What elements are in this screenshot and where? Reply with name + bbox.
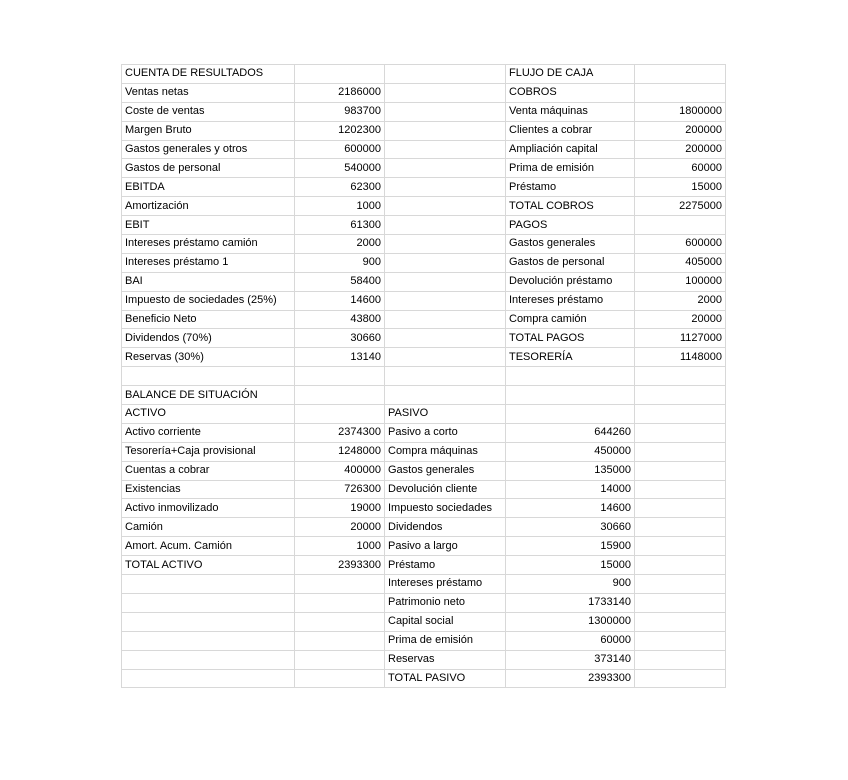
cell-col-a[interactable]: Camión	[122, 518, 295, 537]
sheet-row	[122, 121, 726, 140]
cell-col-a[interactable]: TOTAL ACTIVO	[122, 556, 295, 575]
cell-col-b[interactable]: 1000	[295, 197, 385, 216]
cell-col-b[interactable]	[295, 405, 385, 424]
cell-col-a[interactable]	[122, 593, 295, 612]
cell-col-e[interactable]: 1127000	[635, 329, 726, 348]
cell-col-e[interactable]: 15000	[635, 178, 726, 197]
cell-col-e[interactable]: 200000	[635, 140, 726, 159]
sheet-row	[122, 159, 726, 178]
cell-col-a[interactable]: Gastos generales y otros	[122, 140, 295, 159]
cell-col-d[interactable]: Prima de emisión	[506, 159, 635, 178]
cell-col-e[interactable]	[635, 480, 726, 499]
cell-col-c[interactable]: Prima de emisión	[385, 631, 506, 650]
cell-col-e[interactable]	[635, 65, 726, 84]
sheet-row	[122, 253, 726, 272]
cell-col-c[interactable]	[385, 291, 506, 310]
cell-col-d[interactable]: 2393300	[506, 669, 635, 688]
cell-col-e[interactable]	[635, 537, 726, 556]
cell-col-e[interactable]: 600000	[635, 235, 726, 254]
cell-col-e[interactable]	[635, 575, 726, 594]
sheet-row	[122, 386, 726, 405]
cell-col-d[interactable]: Gastos de personal	[506, 253, 635, 272]
cell-col-c[interactable]: Dividendos	[385, 518, 506, 537]
sheet-row	[122, 423, 726, 442]
cell-col-b[interactable]: 983700	[295, 102, 385, 121]
cell-col-b[interactable]	[295, 575, 385, 594]
cell-col-a[interactable]: CUENTA DE RESULTADOS	[122, 65, 295, 84]
cell-col-c[interactable]	[385, 367, 506, 386]
sheet-row	[122, 310, 726, 329]
cell-col-d[interactable]: 135000	[506, 461, 635, 480]
cell-col-a[interactable]	[122, 650, 295, 669]
cell-col-a[interactable]: EBITDA	[122, 178, 295, 197]
cell-col-b[interactable]: 400000	[295, 461, 385, 480]
cell-col-b[interactable]: 900	[295, 253, 385, 272]
cell-col-c[interactable]: TOTAL PASIVO	[385, 669, 506, 688]
sheet-row	[122, 575, 726, 594]
sheet-row	[122, 442, 726, 461]
cell-col-e[interactable]	[635, 631, 726, 650]
cell-col-a[interactable]	[122, 669, 295, 688]
cell-col-a[interactable]: Amort. Acum. Camión	[122, 537, 295, 556]
cell-col-e[interactable]	[635, 442, 726, 461]
cell-col-c[interactable]: Gastos generales	[385, 461, 506, 480]
sheet-row	[122, 650, 726, 669]
sheet-row	[122, 405, 726, 424]
cell-col-d[interactable]: 15900	[506, 537, 635, 556]
cell-col-d[interactable]: Intereses préstamo	[506, 291, 635, 310]
cell-col-e[interactable]: 1148000	[635, 348, 726, 367]
cell-col-d[interactable]: TESORERÍA	[506, 348, 635, 367]
cell-col-c[interactable]	[385, 197, 506, 216]
cell-col-a[interactable]: Coste de ventas	[122, 102, 295, 121]
cell-col-b[interactable]: 2374300	[295, 423, 385, 442]
sheet-row	[122, 499, 726, 518]
cell-col-e[interactable]	[635, 556, 726, 575]
cell-col-a[interactable]: Dividendos (70%)	[122, 329, 295, 348]
cell-col-c[interactable]: Capital social	[385, 612, 506, 631]
cell-col-b[interactable]	[295, 650, 385, 669]
cell-col-c[interactable]: Reservas	[385, 650, 506, 669]
cell-col-d[interactable]: 450000	[506, 442, 635, 461]
sheet-row	[122, 669, 726, 688]
cell-col-b[interactable]: 1202300	[295, 121, 385, 140]
cell-col-b[interactable]	[295, 367, 385, 386]
cell-col-e[interactable]: 2275000	[635, 197, 726, 216]
cell-col-c[interactable]: Impuesto sociedades	[385, 499, 506, 518]
sheet-row	[122, 461, 726, 480]
cell-col-c[interactable]	[385, 102, 506, 121]
cell-col-d[interactable]	[506, 386, 635, 405]
cell-col-e[interactable]: 2000	[635, 291, 726, 310]
sheet-row	[122, 480, 726, 499]
cell-col-e[interactable]	[635, 612, 726, 631]
cell-col-c[interactable]	[385, 348, 506, 367]
cell-col-c[interactable]	[385, 235, 506, 254]
cell-col-e[interactable]	[635, 367, 726, 386]
cell-col-c[interactable]: Patrimonio neto	[385, 593, 506, 612]
cell-col-b[interactable]	[295, 386, 385, 405]
sheet-row	[122, 140, 726, 159]
cell-col-d[interactable]: 1733140	[506, 593, 635, 612]
cell-col-b[interactable]: 43800	[295, 310, 385, 329]
sheet-row	[122, 612, 726, 631]
sheet-row	[122, 272, 726, 291]
cell-col-e[interactable]: 20000	[635, 310, 726, 329]
cell-col-b[interactable]: 726300	[295, 480, 385, 499]
cell-col-a[interactable]: Activo corriente	[122, 423, 295, 442]
cell-col-c[interactable]	[385, 83, 506, 102]
cell-col-b[interactable]: 540000	[295, 159, 385, 178]
cell-col-e[interactable]: 200000	[635, 121, 726, 140]
sheet-row	[122, 593, 726, 612]
cell-col-d[interactable]: 14600	[506, 499, 635, 518]
cell-col-a[interactable]: EBIT	[122, 216, 295, 235]
sheet-row	[122, 83, 726, 102]
cell-col-c[interactable]: Pasivo a largo	[385, 537, 506, 556]
cell-col-a[interactable]: Intereses préstamo camión	[122, 235, 295, 254]
cell-col-b[interactable]: 61300	[295, 216, 385, 235]
cell-col-b[interactable]	[295, 669, 385, 688]
cell-col-d[interactable]: Venta máquinas	[506, 102, 635, 121]
cell-col-a[interactable]: Beneficio Neto	[122, 310, 295, 329]
cell-col-b[interactable]: 13140	[295, 348, 385, 367]
cell-col-b[interactable]: 1248000	[295, 442, 385, 461]
sheet-row	[122, 556, 726, 575]
cell-col-b[interactable]: 14600	[295, 291, 385, 310]
cell-col-d[interactable]: 1300000	[506, 612, 635, 631]
cell-col-e[interactable]: 1800000	[635, 102, 726, 121]
cell-col-a[interactable]: Existencias	[122, 480, 295, 499]
cell-col-c[interactable]	[385, 178, 506, 197]
cell-col-e[interactable]	[635, 518, 726, 537]
cell-col-c[interactable]	[385, 216, 506, 235]
cell-col-d[interactable]: 30660	[506, 518, 635, 537]
cell-col-b[interactable]: 62300	[295, 178, 385, 197]
cell-col-d[interactable]: COBROS	[506, 83, 635, 102]
sheet-row	[122, 348, 726, 367]
cell-col-d[interactable]: Ampliación capital	[506, 140, 635, 159]
cell-col-a[interactable]: Ventas netas	[122, 83, 295, 102]
cell-col-a[interactable]: Reservas (30%)	[122, 348, 295, 367]
cell-col-c[interactable]: Compra máquinas	[385, 442, 506, 461]
cell-col-e[interactable]	[635, 423, 726, 442]
sheet-row	[122, 197, 726, 216]
cell-col-d[interactable]: 15000	[506, 556, 635, 575]
sheet-row	[122, 537, 726, 556]
sheet-row	[122, 65, 726, 84]
cell-col-d[interactable]: Compra camión	[506, 310, 635, 329]
cell-col-c[interactable]: Préstamo	[385, 556, 506, 575]
cell-col-d[interactable]: FLUJO DE CAJA	[506, 65, 635, 84]
sheet-row	[122, 631, 726, 650]
cell-col-b[interactable]: 600000	[295, 140, 385, 159]
sheet-row	[122, 235, 726, 254]
cell-col-a[interactable]: Margen Bruto	[122, 121, 295, 140]
cell-col-a[interactable]	[122, 575, 295, 594]
cell-col-b[interactable]	[295, 612, 385, 631]
cell-col-b[interactable]: 1000	[295, 537, 385, 556]
cell-col-c[interactable]	[385, 386, 506, 405]
cell-col-a[interactable]: Amortización	[122, 197, 295, 216]
cell-col-a[interactable]: Cuentas a cobrar	[122, 461, 295, 480]
cell-col-a[interactable]	[122, 367, 295, 386]
cell-col-e[interactable]	[635, 386, 726, 405]
cell-col-d[interactable]: Préstamo	[506, 178, 635, 197]
cell-col-e[interactable]: 60000	[635, 159, 726, 178]
cell-col-d[interactable]: 14000	[506, 480, 635, 499]
cell-col-e[interactable]: 405000	[635, 253, 726, 272]
cell-col-c[interactable]	[385, 310, 506, 329]
cell-col-d[interactable]: PAGOS	[506, 216, 635, 235]
sheet-row	[122, 102, 726, 121]
cell-col-a[interactable]: Activo inmovilizado	[122, 499, 295, 518]
cell-col-b[interactable]: 30660	[295, 329, 385, 348]
cell-col-e[interactable]	[635, 216, 726, 235]
cell-col-d[interactable]	[506, 405, 635, 424]
spreadsheet-grid	[121, 64, 726, 688]
cell-col-d[interactable]: Clientes a cobrar	[506, 121, 635, 140]
cell-col-c[interactable]: Intereses préstamo	[385, 575, 506, 594]
cell-col-e[interactable]	[635, 499, 726, 518]
cell-col-a[interactable]	[122, 631, 295, 650]
cell-col-b[interactable]	[295, 65, 385, 84]
cell-col-b[interactable]: 2186000	[295, 83, 385, 102]
cell-col-b[interactable]: 19000	[295, 499, 385, 518]
cell-col-b[interactable]	[295, 631, 385, 650]
cell-col-e[interactable]	[635, 593, 726, 612]
cell-col-c[interactable]	[385, 272, 506, 291]
cell-col-e[interactable]	[635, 650, 726, 669]
cell-col-e[interactable]	[635, 405, 726, 424]
cell-col-a[interactable]: Tesorería+Caja provisional	[122, 442, 295, 461]
cell-col-a[interactable]: Impuesto de sociedades (25%)	[122, 291, 295, 310]
cell-col-d[interactable]: 373140	[506, 650, 635, 669]
cell-col-c[interactable]	[385, 253, 506, 272]
sheet-row	[122, 291, 726, 310]
cell-col-a[interactable]: BALANCE DE SITUACIÓN	[122, 386, 295, 405]
cell-col-b[interactable]: 58400	[295, 272, 385, 291]
cell-col-c[interactable]: Devolución cliente	[385, 480, 506, 499]
sheet-row	[122, 367, 726, 386]
cell-col-d[interactable]: TOTAL COBROS	[506, 197, 635, 216]
cell-col-c[interactable]	[385, 140, 506, 159]
cell-col-c[interactable]	[385, 65, 506, 84]
cell-col-e[interactable]	[635, 461, 726, 480]
cell-col-d[interactable]: TOTAL PAGOS	[506, 329, 635, 348]
cell-col-b[interactable]	[295, 593, 385, 612]
cell-col-b[interactable]: 20000	[295, 518, 385, 537]
cell-col-c[interactable]: Pasivo a corto	[385, 423, 506, 442]
sheet-row	[122, 518, 726, 537]
cell-col-c[interactable]: PASIVO	[385, 405, 506, 424]
cell-col-e[interactable]	[635, 669, 726, 688]
cell-col-d[interactable]: 644260	[506, 423, 635, 442]
cell-col-b[interactable]: 2393300	[295, 556, 385, 575]
sheet-row	[122, 329, 726, 348]
sheet-row	[122, 178, 726, 197]
cell-col-d[interactable]	[506, 367, 635, 386]
cell-col-d[interactable]: 60000	[506, 631, 635, 650]
cell-col-d[interactable]: Devolución préstamo	[506, 272, 635, 291]
cell-col-c[interactable]	[385, 159, 506, 178]
sheet-row	[122, 216, 726, 235]
cell-col-c[interactable]	[385, 329, 506, 348]
cell-col-a[interactable]: BAI	[122, 272, 295, 291]
cell-col-e[interactable]	[635, 83, 726, 102]
cell-col-a[interactable]: ACTIVO	[122, 405, 295, 424]
cell-col-a[interactable]	[122, 612, 295, 631]
cell-col-a[interactable]: Intereses préstamo 1	[122, 253, 295, 272]
cell-col-d[interactable]: 900	[506, 575, 635, 594]
cell-col-e[interactable]: 100000	[635, 272, 726, 291]
cell-col-c[interactable]	[385, 121, 506, 140]
cell-col-a[interactable]: Gastos de personal	[122, 159, 295, 178]
cell-col-b[interactable]: 2000	[295, 235, 385, 254]
cell-col-d[interactable]: Gastos generales	[506, 235, 635, 254]
